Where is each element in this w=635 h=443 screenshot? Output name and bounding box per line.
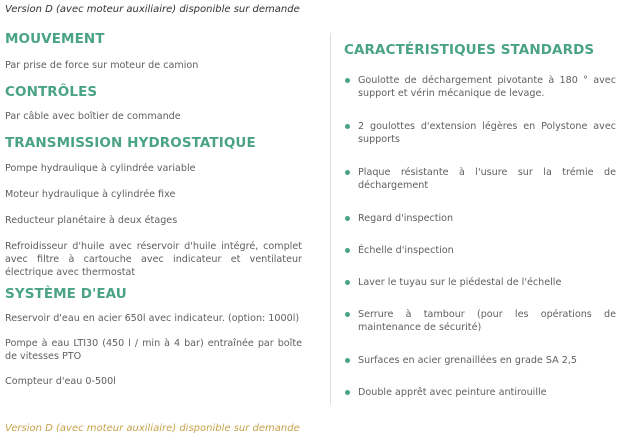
list-item-text: Serrure à tambour (pour les opérations de maintenance de sécurité) xyxy=(358,309,616,333)
list-item-text: Surfaces en acier grenaillées en grade SA 2,5 xyxy=(358,355,578,366)
section-title-transmission: TRANSMISSION HYDROSTATIQUE xyxy=(5,135,256,151)
section-title-systeme-eau: SYSTÈME D'EAU xyxy=(5,286,127,302)
list-item xyxy=(344,74,616,100)
top-note: Version D (avec moteur auxiliaire) disponible sur demande xyxy=(5,4,300,15)
bullet-icon xyxy=(345,358,350,363)
eau-item: Compteur d'eau 0-500l xyxy=(5,376,116,387)
mouvement-text: Par prise de force sur moteur de camion xyxy=(5,60,199,71)
section-title-controles: CONTRÔLES xyxy=(5,84,98,100)
bullet-icon xyxy=(345,78,350,83)
eau-item: Pompe à eau LTI30 (450 l / min à 4 bar) entraînée par boîte de vitesses PTO xyxy=(5,338,302,362)
list-item-text: Laver le tuyau sur le piédestal de l'échelle xyxy=(358,277,562,288)
list-item-text: Échelle d'inspection xyxy=(358,245,454,256)
list-item xyxy=(344,276,616,289)
bullet-icon xyxy=(345,124,350,129)
left-column xyxy=(5,30,302,388)
list-item xyxy=(344,386,616,399)
transmission-item: Pompe hydraulique à cylindrée variable xyxy=(5,163,196,174)
list-item-text: 2 goulottes d'extension légères en Polystone avec supports xyxy=(358,121,616,145)
list-item xyxy=(344,354,616,367)
controles-text: Par câble avec boîtier de commande xyxy=(5,111,181,122)
bullet-icon xyxy=(345,170,350,175)
standards-list xyxy=(344,74,616,399)
transmission-item: Refroidisseur d'huile avec réservoir d'huile intégré, complet avec filtre à cartouche avec indicateur et ventilateur électrique avec thermostat xyxy=(5,241,302,278)
eau-item: Reservoir d'eau en acier 650l avec indicateur. (option: 1000l) xyxy=(5,313,300,324)
list-item xyxy=(344,166,616,192)
transmission-item: Reducteur planétaire à deux étages xyxy=(5,215,178,226)
list-item-text: Goulotte de déchargement pivotante à 180 ° avec support et vérin mécanique de levage. xyxy=(358,75,616,99)
section-title-standards: CARACTÉRISTIQUES STANDARDS xyxy=(344,42,595,58)
list-item xyxy=(344,120,616,146)
list-item xyxy=(344,212,616,225)
bottom-note: Version D (avec moteur auxiliaire) disponible sur demande xyxy=(5,423,300,434)
transmission-item: Moteur hydraulique à cylindrée fixe xyxy=(5,189,176,200)
list-item-text: Plaque résistante à l'usure sur la trémie de déchargement xyxy=(358,167,616,191)
column-divider xyxy=(330,33,331,405)
section-title-mouvement: MOUVEMENT xyxy=(5,31,105,47)
bullet-icon xyxy=(345,280,350,285)
bullet-icon xyxy=(345,312,350,317)
bullet-icon xyxy=(345,248,350,253)
list-item-text: Regard d'inspection xyxy=(358,213,454,224)
list-item xyxy=(344,308,616,334)
right-column xyxy=(344,41,616,399)
list-item-text: Double apprêt avec peinture antirouille xyxy=(358,387,547,398)
bullet-icon xyxy=(345,216,350,221)
list-item xyxy=(344,244,616,257)
bullet-icon xyxy=(345,390,350,395)
